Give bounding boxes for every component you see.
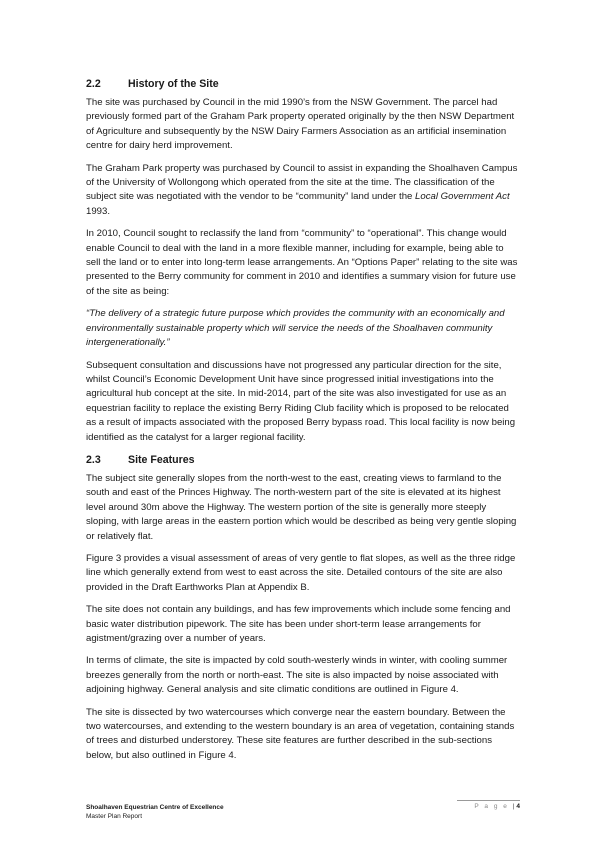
paragraph: The site was purchased by Council in the mid 1990’s from the NSW Government. The parcel had previously formed part of the Graham Park property operated originally by the then NSW Department of Agriculture and subsequently by the NSW Dairy Farmers Association as an artificial insemination centre for dairy herd improvement.	[86, 97, 515, 152]
footer-organisation: Shoalhaven Equestrian Centre of Excellence	[86, 804, 224, 811]
page-label: P a g e	[474, 803, 509, 810]
section-title: History of the Site	[128, 78, 219, 90]
paragraph: Subsequent consultation and discussions have not progressed any particular direction for the site, whilst Council’s Economic Development Unit have since progressed initial investigations into the agricultural hub concept at the site. In mid-2014, part of the site was also investigated for use as an equestrian facility to replace the existing Berry Riding Club facility which is proposed to be relocated as a result of impacts associated with the proposed Berry bypass road. This local facility is now being identified as the catalyst for a larger regional facility.	[86, 359, 516, 443]
vision-quote: “The delivery of a strategic future purpose which provides the community with an economically and environmentally sustainable property which will service the needs of the Shoalhaven community intergenerationally.”	[86, 308, 505, 349]
section-number: 2.2	[86, 78, 101, 90]
paragraph: The subject site generally slopes from the north-west to the east, creating views to farmland to the south and east of the Princes Highway. The north-western part of the site is elevated at its highest level around 30m above the Highway. The western portion of the site is generally more steeply sloping, with large areas in the eastern portion which would be described as being very gentle sloping or relatively flat.	[86, 472, 517, 542]
footer-report-title: Master Plan Report	[86, 813, 142, 820]
section-title: Site Features	[128, 453, 195, 466]
page-number: 4	[516, 803, 520, 810]
section-number: 2.3	[86, 453, 101, 466]
act-name: Local Government Act	[415, 191, 510, 203]
paragraph: The site is dissected by two watercourses which converge near the eastern boundary. Between the two watercourses, and extending to the western boundary is an area of vegetation, containing stands of trees and disturbed understorey. These site features are further described in the sub-sections below, but also outlined in Figure 4.	[86, 706, 515, 761]
page-body	[86, 77, 520, 771]
section-heading-site-features	[86, 453, 520, 467]
paragraph-text: The Graham Park property was purchased by Council to assist in expanding the Shoalhaven Campus of the University of Wollongong which operated from the site at the time. The classification of the subject site was negotiated with the vendor to be “community” land under the	[86, 162, 518, 203]
paragraph	[86, 162, 520, 220]
paragraph: Figure 3 provides a visual assessment of areas of very gentle to flat slopes, as well as the three ridge line which generally extend from west to east across the site. Detailed contours of the site are also provided in the Draft Earthworks Plan at Appendix B.	[86, 552, 516, 593]
page-footer	[86, 803, 520, 821]
paragraph: In 2010, Council sought to reclassify the land from “community” to “operational”. This change would enable Council to deal with the land in a more flexible manner, including for example, being able to sell the land or to enter into long-term lease arrangements. An “Options Paper” relating to the site was presented to the Berry community for comment in 2010 and identifies a summary vision for future use of the site as being:	[86, 228, 518, 297]
paragraph: In terms of climate, the site is impacted by cold south-westerly winds in winter, with cooling summer breezes generally from the north or north-east. The site is also impacted by noise associated with adjoining highway. General analysis and site climatic conditions are outlined in Figure 4.	[86, 655, 508, 696]
section-heading-history	[86, 77, 520, 91]
page-separator: |	[512, 803, 517, 810]
paragraph: The site does not contain any buildings, and has few improvements which include some fencing and basic water distribution pipework. The site has been under short-term lease arrangements for agistment/grazing over a number of years.	[86, 604, 511, 644]
act-year: 1993.	[86, 205, 111, 217]
